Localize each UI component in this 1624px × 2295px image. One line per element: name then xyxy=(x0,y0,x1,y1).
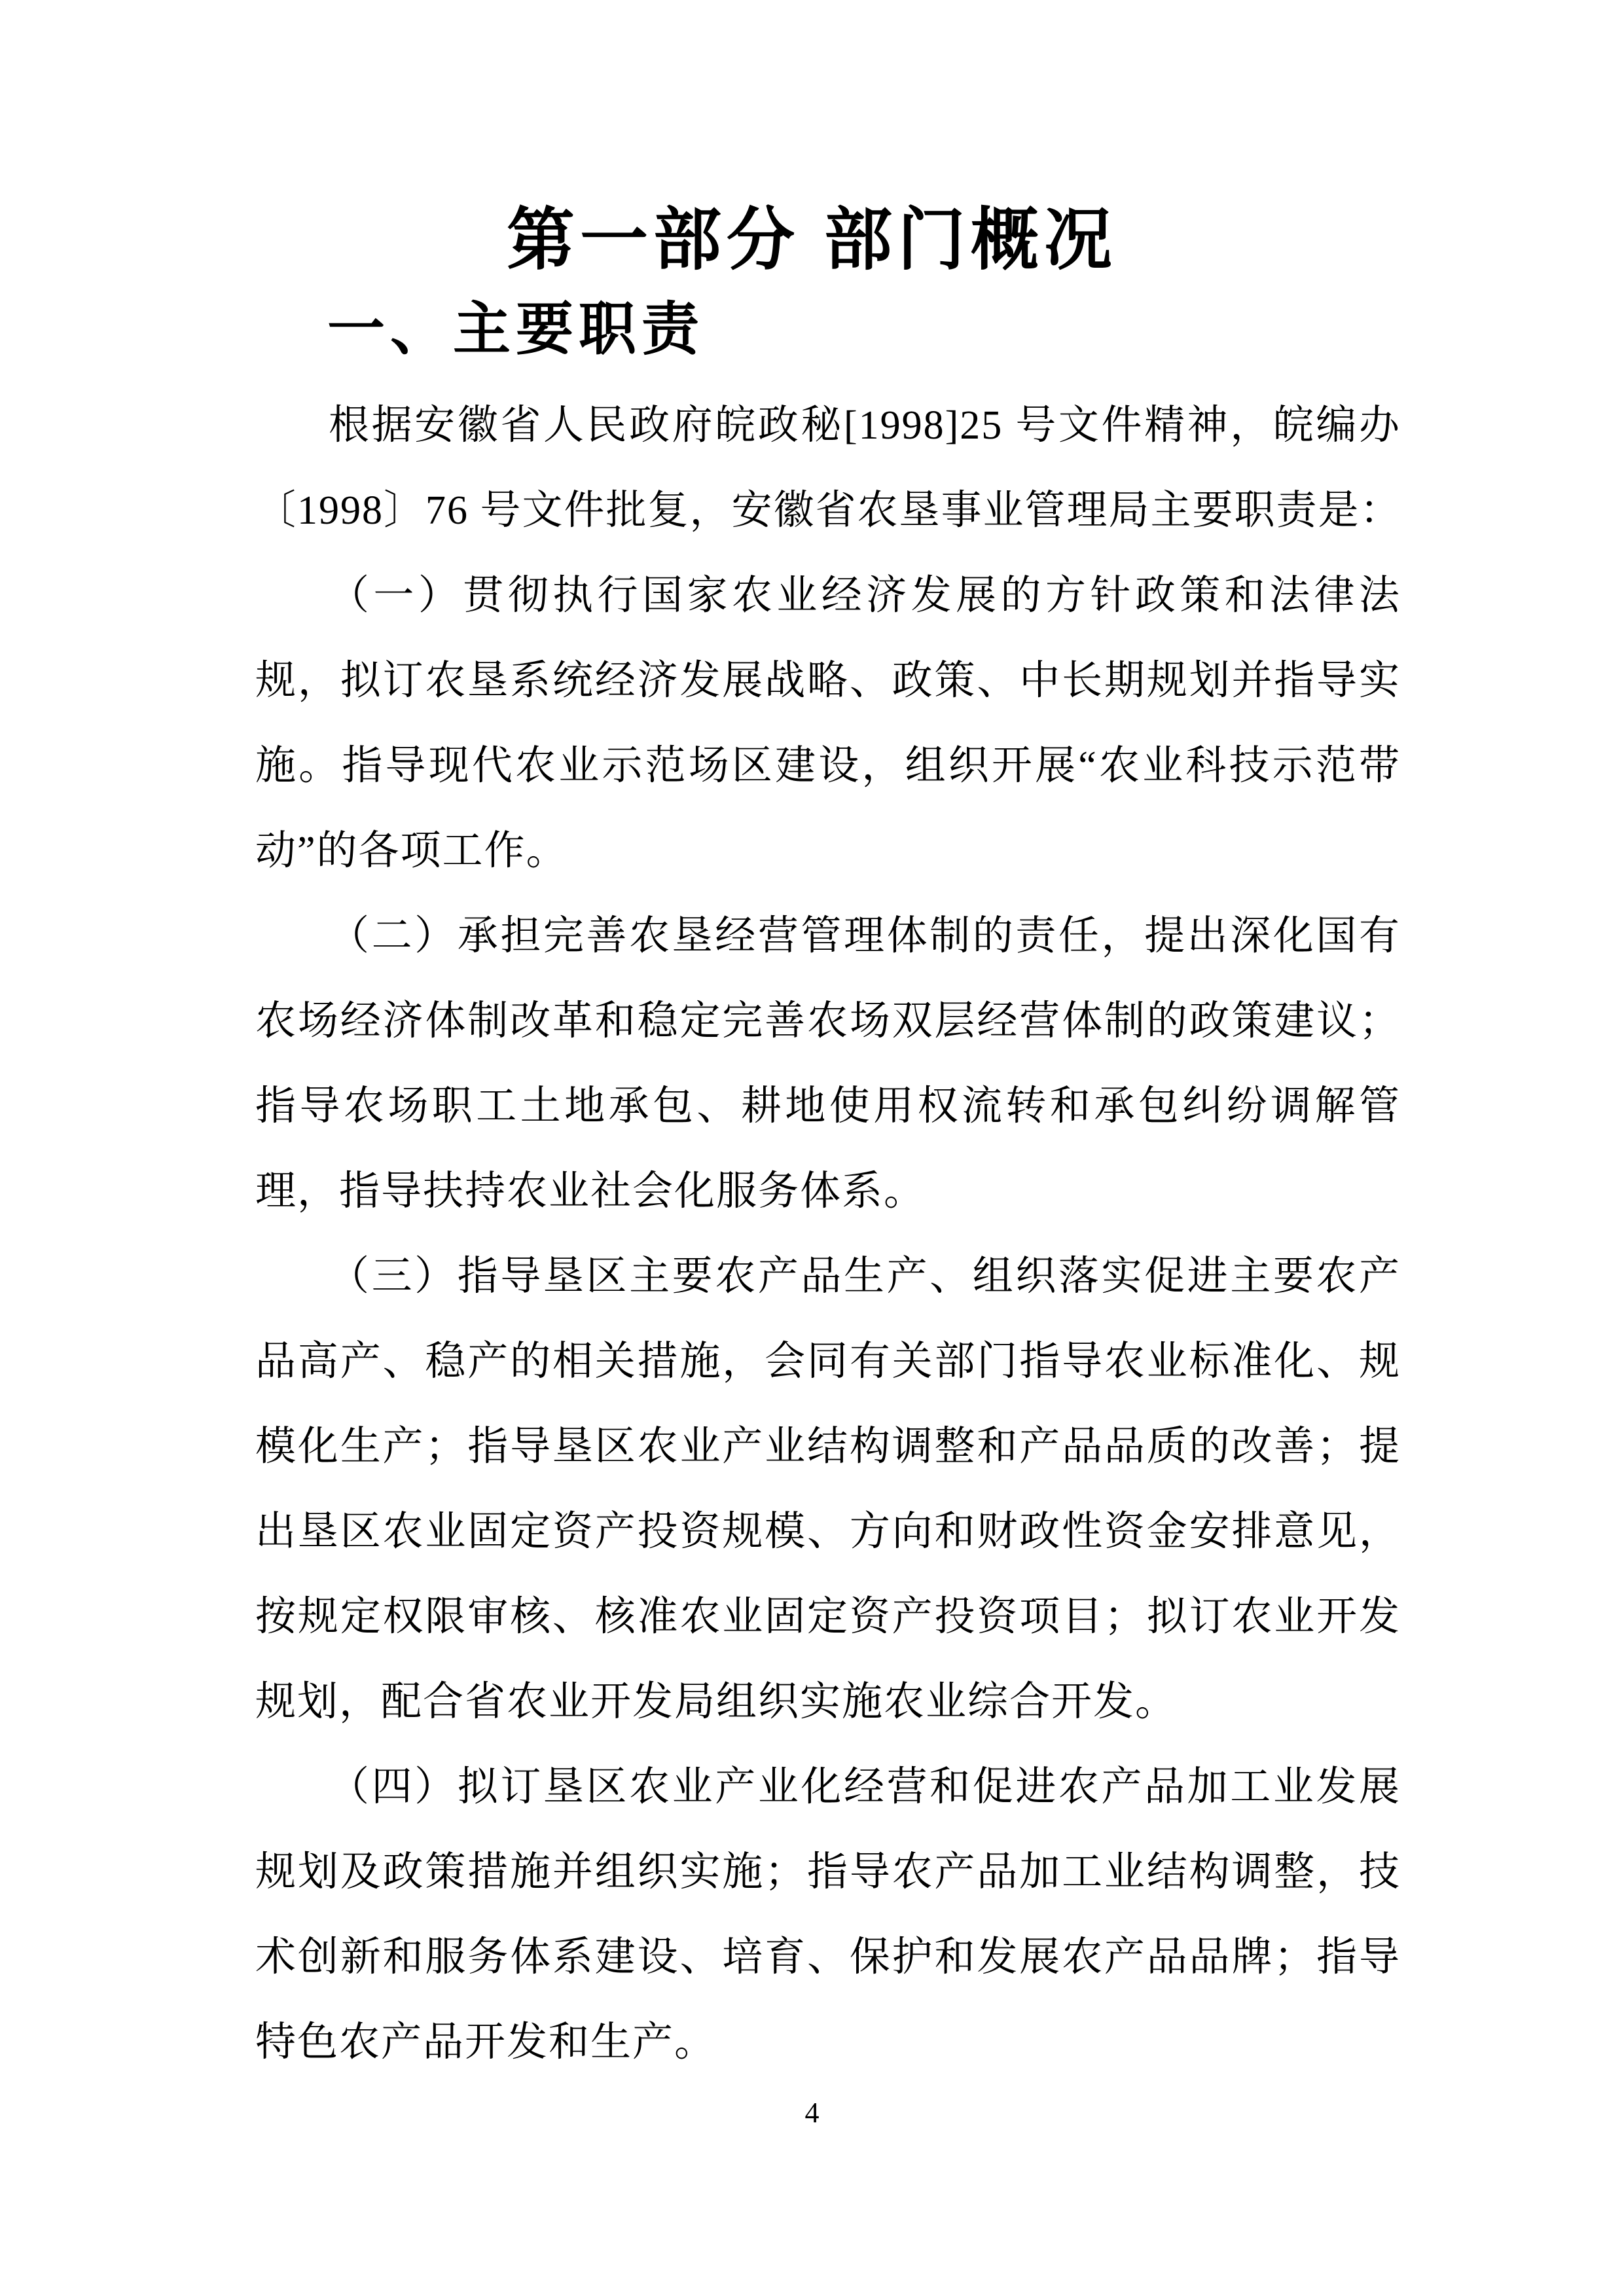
text-line: 〔1998〕76 号文件批复，安徽省农垦事业管理局主要职责是： xyxy=(255,488,1402,533)
text-line: 术创新和服务体系建设、培育、保护和发展农产品品牌；指导 xyxy=(255,1935,1401,1979)
text-line: 按规定权限审核、核准农业固定资产投资项目；拟订农业开发 xyxy=(255,1595,1401,1639)
text-line: 农场经济体制改革和稳定完善农场双层经营体制的政策建议； xyxy=(255,999,1401,1043)
page-number: 4 xyxy=(804,2097,820,2129)
text-line: 特色农产品开发和生产。 xyxy=(255,2020,717,2065)
text-line: 规划及政策措施并组织实施；指导农产品加工业结构调整，技 xyxy=(255,1850,1401,1894)
text-line: 品高产、稳产的相关措施，会同有关部门指导农业标准化、规 xyxy=(255,1339,1401,1384)
text-line: 指导农场职工土地承包、耕地使用权流转和承包纠纷调解管 xyxy=(255,1084,1401,1129)
text-line: 模化生产；指导垦区农业产业结构调整和产品品质的改善；提 xyxy=(255,1424,1401,1469)
text-line: （一）贯彻执行国家农业经济发展的方针政策和法律法 xyxy=(329,573,1401,618)
text-line: 规，拟订农垦系统经济发展战略、政策、中长期规划并指导实 xyxy=(255,659,1401,703)
paragraph xyxy=(255,553,1401,894)
section-heading: 一、主要职责 xyxy=(327,297,705,361)
text-line: 施。指导现代农业示范场区建设，组织开展“农业科技示范带 xyxy=(255,744,1401,788)
paragraph xyxy=(255,1744,1401,2085)
text-line: 理，指导扶持农业社会化服务体系。 xyxy=(255,1169,926,1214)
paragraph xyxy=(255,894,1401,1234)
text-line: 规划，配合省农业开发局组织实施农业综合开发。 xyxy=(255,1680,1178,1724)
paragraph xyxy=(255,383,1401,553)
text-line: 动”的各项工作。 xyxy=(255,829,568,873)
text-line: （二）承担完善农垦经营管理体制的责任，提出深化国有 xyxy=(329,914,1401,958)
text-line: （四）拟订垦区农业产业化经营和促进农产品加工业发展 xyxy=(329,1765,1401,1809)
page-title: 第一部分 部门概况 xyxy=(507,202,1117,278)
text-line: （三）指导垦区主要农产品生产、组织落实促进主要农产 xyxy=(329,1254,1401,1299)
paragraph xyxy=(255,1234,1401,1744)
document-body xyxy=(255,383,1401,2085)
text-line: 出垦区农业固定资产投资规模、方向和财政性资金安排意见， xyxy=(255,1509,1401,1554)
text-line: 根据安徽省人民政府皖政秘[1998]25 号文件精神，皖编办 xyxy=(329,403,1401,448)
